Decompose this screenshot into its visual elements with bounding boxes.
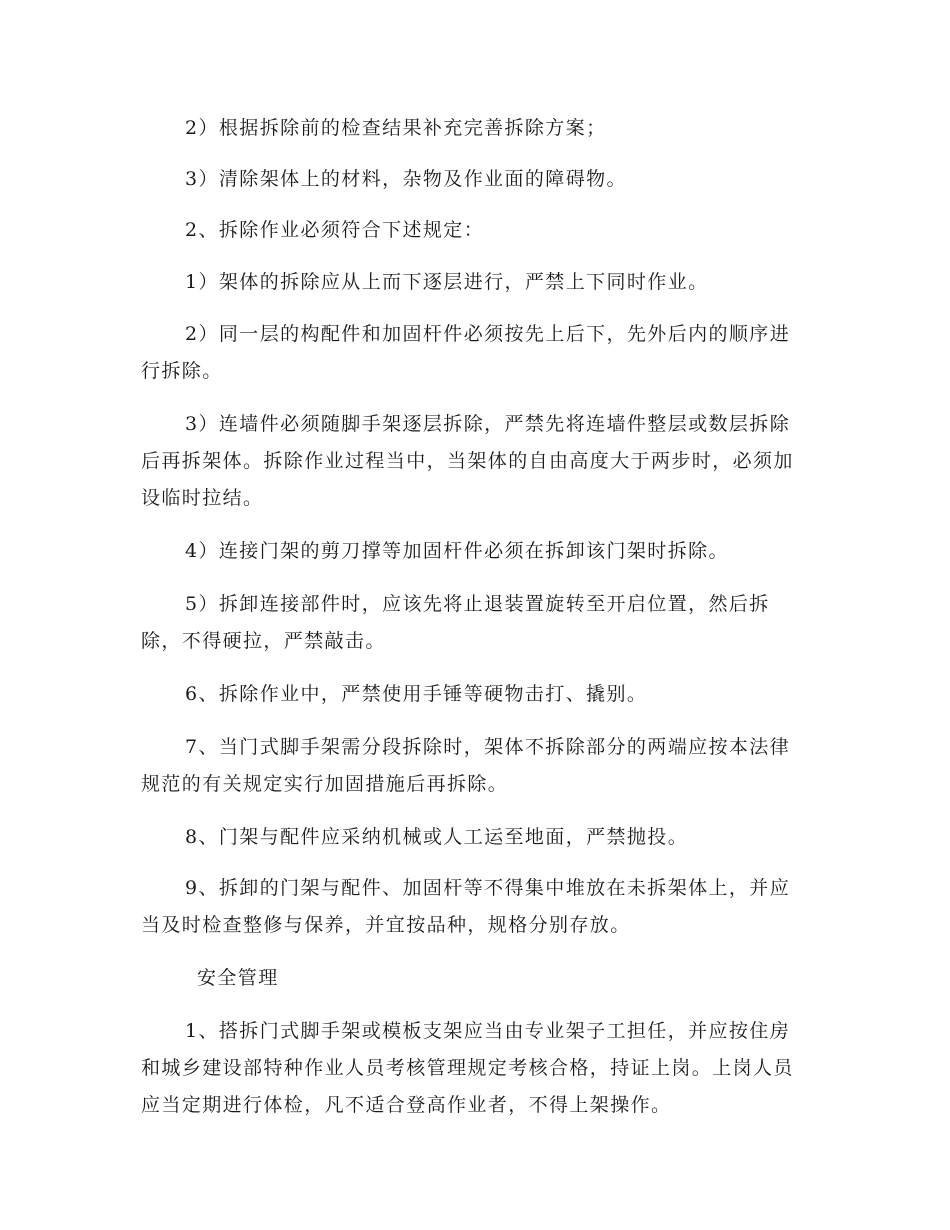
paragraph-9: 6、拆除作业中，严禁使用手锤等硬物击打、撬别。 xyxy=(185,683,648,705)
paragraph-10: 7、当门式脚手架需分段拆除时，架体不拆除部分的两端应按本法律规范的有关规定实行加固措施后再拆除。 xyxy=(141,736,791,795)
paragraph-3: 2、拆除作业必须符合下述规定： xyxy=(185,219,485,241)
paragraph-2: 3）清除架体上的材料，杂物及作业面的障碍物。 xyxy=(185,168,627,190)
paragraph-12: 9、拆卸的门架与配件、加固杆等不得集中堆放在未拆架体上，并应当及时检查整修与保养，并宜按品种，规格分别存放。 xyxy=(141,877,791,936)
paragraph-11: 8、门架与配件应采纳机械或人工运至地面，严禁抛投。 xyxy=(185,826,689,848)
section-heading: 安全管理 xyxy=(197,967,279,989)
paragraph-8: 5）拆卸连接部件时，应该先将止退装置旋转至开启位置，然后拆除，不得硬拉，严禁敲击。 xyxy=(141,593,770,652)
paragraph-13: 1、搭拆门式脚手架或模板支架应当由专业架子工担任，并应按住房和城乡建设部特种作业人员考核管理规定考核合格，持证上岗。上岗人员应当定期进行体检，凡不适合登高作业者，不得上架操作。 xyxy=(141,1020,794,1116)
paragraph-4: 1）架体的拆除应从上而下逐层进行，严禁上下同时作业。 xyxy=(185,271,709,293)
paragraph-6: 3）连墙件必须随脚手架逐层拆除，严禁先将连墙件整层或数层拆除后再拆架体。拆除作业过程当中，当架体的自由高度大于两步时，必须加设临时拉结。 xyxy=(141,413,794,509)
paragraph-5: 2）同一层的构配件和加固杆件必须按先上后下，先外后内的顺序进行拆除。 xyxy=(141,323,791,382)
paragraph-1: 2）根据拆除前的检查结果补充完善拆除方案； xyxy=(185,117,607,139)
paragraph-7: 4）连接门架的剪刀撑等加固杆件必须在拆卸该门架时拆除。 xyxy=(185,540,729,562)
